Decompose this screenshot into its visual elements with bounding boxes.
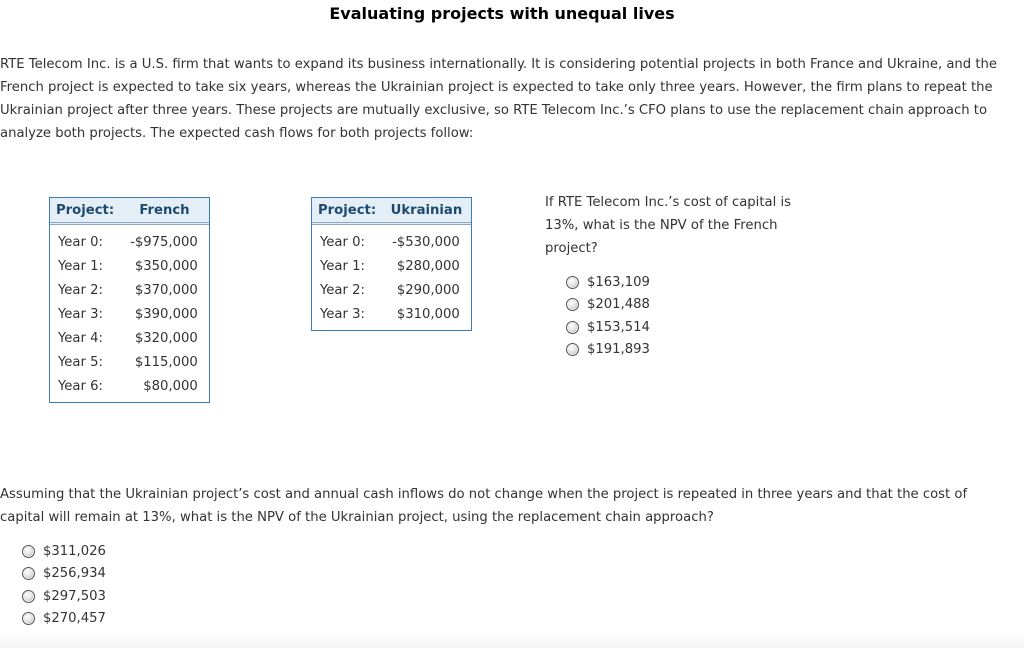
table-header-label: Project: [312, 198, 384, 225]
table-row [312, 254, 471, 278]
table-row [312, 278, 471, 302]
year-label: Year 4: [58, 330, 103, 346]
cash-flow-value: $290,000 [396, 282, 460, 298]
question-1-options [566, 271, 650, 361]
radio-button[interactable] [22, 567, 35, 580]
answer-option[interactable] [566, 271, 650, 294]
year-label: Year 6: [58, 378, 103, 394]
table-row [312, 225, 471, 254]
table-header-project: French [122, 198, 209, 225]
cash-flow-value: $310,000 [396, 306, 460, 322]
table-row [50, 225, 209, 254]
table-row [50, 254, 209, 278]
table-row [50, 302, 209, 326]
table-row [50, 278, 209, 302]
radio-button[interactable] [22, 590, 35, 603]
ukrainian-cash-flow-table [311, 197, 472, 331]
year-label: Year 2: [58, 282, 103, 298]
year-label: Year 1: [320, 258, 365, 274]
cash-flow-value: $370,000 [134, 282, 198, 298]
cash-flow-value: $280,000 [396, 258, 460, 274]
cash-flow-value: $390,000 [134, 306, 198, 322]
cash-flow-value: -$530,000 [392, 234, 460, 250]
table-row [50, 374, 209, 402]
radio-button[interactable] [22, 545, 35, 558]
answer-option-label: $153,514 [587, 319, 650, 335]
table-row [50, 350, 209, 374]
intro-paragraph: RTE Telecom Inc. is a U.S. firm that wants to expand its business internationally. It is considering potential projects in both France and Ukraine, and the French project is expected to take six years, whereas the Ukrainian project is expected to take only three years. However, the firm plans to repeat the Ukrainian project after three years. These projects are mutually exclusive, so RTE Telecom Inc.’s CFO plans to use the replacement chain approach to analyze both projects. The expected cash flows for both projects follow: [0, 57, 997, 141]
radio-button[interactable] [22, 612, 35, 625]
table-header-project: Ukrainian [384, 198, 471, 225]
radio-button[interactable] [566, 276, 579, 289]
cash-flow-value: $320,000 [134, 330, 198, 346]
year-label: Year 3: [58, 306, 103, 322]
radio-button[interactable] [566, 321, 579, 334]
answer-option[interactable] [22, 563, 106, 586]
year-label: Year 3: [320, 306, 365, 322]
question-2-text: Assuming that the Ukrainian project’s cost and annual cash inflows do not change when the project is repeated in three years and that the cost of capital will remain at 13%, what is the NPV of the Ukrainian project, using the replacement chain approach? [0, 487, 968, 525]
answer-option-label: $191,893 [587, 342, 650, 358]
year-label: Year 5: [58, 354, 103, 370]
answer-option[interactable] [566, 294, 650, 317]
answer-option-label: $201,488 [587, 297, 650, 313]
answer-option[interactable] [566, 339, 650, 362]
question-1-text: If RTE Telecom Inc.’s cost of capital is 13%, what is the NPV of the French project? [545, 195, 791, 256]
year-label: Year 2: [320, 282, 365, 298]
year-label: Year 0: [58, 234, 103, 250]
table-row [312, 302, 471, 330]
radio-button[interactable] [566, 343, 579, 356]
answer-option[interactable] [22, 608, 106, 631]
answer-option-label: $311,026 [43, 543, 106, 559]
cash-flow-value: -$975,000 [130, 234, 198, 250]
answer-option-label: $256,934 [43, 566, 106, 582]
radio-button[interactable] [566, 298, 579, 311]
year-label: Year 1: [58, 258, 103, 274]
page-title: Evaluating projects with unequal lives [329, 4, 675, 23]
table-header-row [50, 198, 209, 225]
cash-flow-value: $80,000 [143, 378, 198, 394]
answer-option[interactable] [22, 540, 106, 563]
table-header-label: Project: [50, 198, 122, 225]
table-row [50, 326, 209, 350]
table-header-row [312, 198, 471, 225]
answer-option-label: $270,457 [43, 611, 106, 627]
answer-option-label: $297,503 [43, 588, 106, 604]
answer-option-label: $163,109 [587, 274, 650, 290]
french-cash-flow-table [49, 197, 210, 403]
year-label: Year 0: [320, 234, 365, 250]
question-2-options [22, 540, 106, 630]
bottom-bar [0, 630, 1024, 648]
answer-option[interactable] [22, 585, 106, 608]
cash-flow-value: $350,000 [134, 258, 198, 274]
cash-flow-value: $115,000 [134, 354, 198, 370]
answer-option[interactable] [566, 316, 650, 339]
